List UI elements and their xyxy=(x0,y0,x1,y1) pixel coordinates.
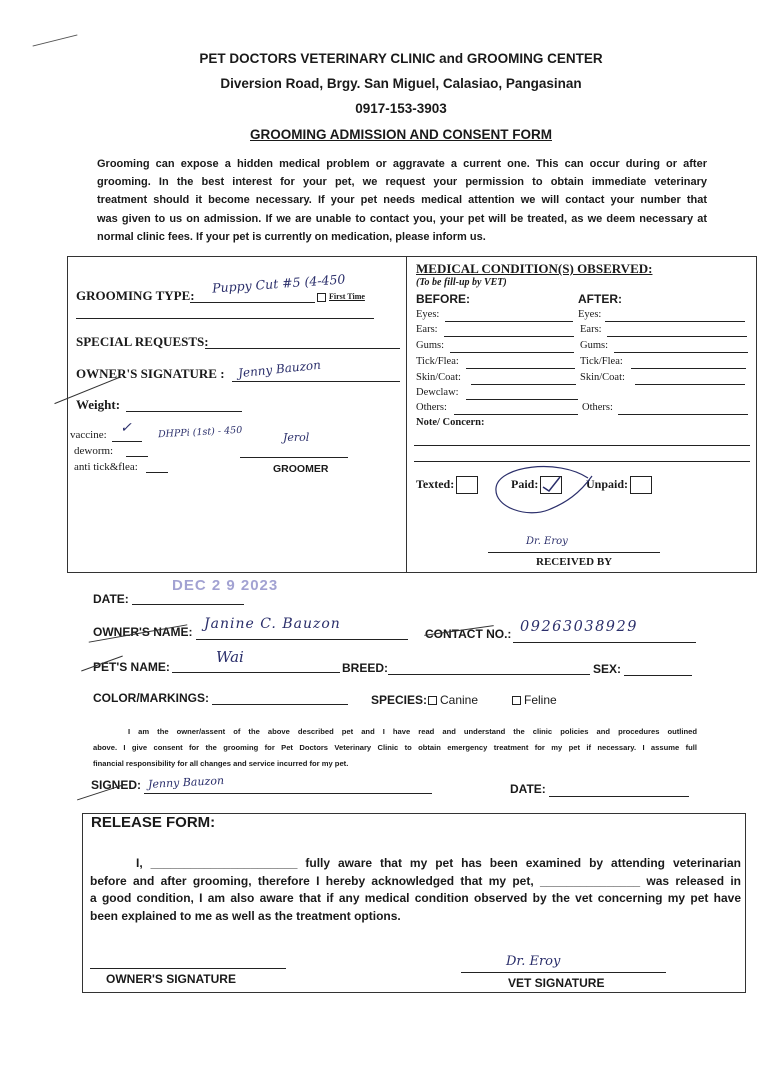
before-eyes-line xyxy=(445,321,573,322)
vaccine-check[interactable]: ✓ xyxy=(120,420,132,436)
clinic-name: PET DOCTORS VETERINARY CLINIC and GROOMING CENTER xyxy=(199,51,603,66)
before-gums-label: Gums: xyxy=(416,340,445,351)
release-title: RELEASE FORM: xyxy=(91,814,216,831)
note-label: Note/ Concern: xyxy=(416,417,485,428)
groomer-label: GROOMER xyxy=(273,463,329,475)
signed-value[interactable]: Jenny Bauzon xyxy=(147,774,225,791)
after-others-line xyxy=(618,414,748,415)
pet-name-value[interactable]: Wai xyxy=(216,648,244,666)
release-line: I, ______________________ fully aware that my pet has been examined by attending veterinarian xyxy=(136,856,741,870)
release-vet-signature-label: VET SIGNATURE xyxy=(508,976,605,990)
breed-line xyxy=(388,674,590,675)
weight-label: Weight: xyxy=(76,397,121,412)
signed-line xyxy=(144,793,432,794)
texted-label: Texted: xyxy=(416,476,455,491)
before-dewclaw-line xyxy=(466,399,578,400)
contact-line xyxy=(513,642,696,643)
after-eyes-line xyxy=(605,321,745,322)
feline-label: Feline xyxy=(524,693,557,707)
vaccine-value[interactable]: DHPPi (1st) - 450 xyxy=(157,424,243,441)
color-label: COLOR/MARKINGS: xyxy=(93,691,209,705)
before-tick-line xyxy=(466,368,575,369)
grooming-type-line xyxy=(190,302,315,303)
breed-label: BREED: xyxy=(342,661,389,675)
before-gums-line xyxy=(450,352,574,353)
antitick-line xyxy=(146,472,168,473)
vaccine-line xyxy=(112,441,142,442)
after-gums-label: Gums: xyxy=(580,340,609,351)
date-stamp: DEC 2 9 2023 xyxy=(172,577,279,594)
antitick-label: anti tick&flea: xyxy=(74,461,138,473)
intro-line: treatment should it become necessary. If your pet needs medical attention we will contact your number that xyxy=(97,194,707,207)
clinic-address: Diversion Road, Brgy. San Miguel, Calasiao, Pangasinan xyxy=(220,76,582,91)
consent-line: financial responsibility for all changes and service incurred for my pet. xyxy=(93,759,349,768)
paid-circle-mark xyxy=(488,458,598,528)
release-line: been explained to me as well as the treatment options. xyxy=(90,908,401,923)
consent-paragraph xyxy=(93,724,697,772)
first-time-label: First Time xyxy=(329,292,365,301)
canine-label: Canine xyxy=(440,693,479,707)
texted-checkbox[interactable] xyxy=(456,476,478,494)
received-by-signature[interactable]: Dr. Eroy xyxy=(526,536,568,547)
after-gums-line xyxy=(614,352,748,353)
canine-checkbox[interactable] xyxy=(428,696,437,705)
medical-subtitle: (To be fill-up by VET) xyxy=(416,277,507,288)
after-ears-label: Ears: xyxy=(580,324,602,335)
deworm-label: deworm: xyxy=(74,445,114,457)
pet-name-label: PET'S NAME: xyxy=(93,660,170,674)
owner-signature-label: OWNER'S SIGNATURE : xyxy=(76,366,225,381)
before-ears-line xyxy=(444,336,574,337)
after-tick-line xyxy=(631,368,746,369)
unpaid-label: Unpaid: xyxy=(586,476,629,491)
release-line: a good condition, I am also aware that if any medical condition observed by the vet concerning my pet have xyxy=(90,891,741,905)
before-others-label: Others: xyxy=(416,402,447,413)
unpaid-checkbox[interactable] xyxy=(630,476,652,494)
clinic-phone: 0917-153-3903 xyxy=(355,101,447,116)
release-paragraph xyxy=(90,855,741,925)
date-line xyxy=(132,604,244,605)
groomer-name[interactable]: Jerol xyxy=(283,431,310,444)
groomer-line xyxy=(240,457,348,458)
grooming-type-line-2 xyxy=(76,318,374,319)
vaccine-label: vaccine: xyxy=(70,429,107,441)
after-ears-line xyxy=(607,336,747,337)
medical-title: MEDICAL CONDITION(S) OBSERVED: xyxy=(416,261,653,276)
before-skin-label: Skin/Coat: xyxy=(416,372,461,383)
first-time-option[interactable] xyxy=(317,292,365,302)
special-requests-label: SPECIAL REQUESTS: xyxy=(76,334,209,349)
before-dewclaw-label: Dewclaw: xyxy=(416,387,459,398)
sex-line xyxy=(624,675,692,676)
intro-line: Grooming can expose a hidden medical problem or aggravate a current one. This can occur during or after xyxy=(97,158,707,170)
deworm-line xyxy=(126,456,148,457)
intro-line: was given to us on admission. If we are unable to contact you, your pet will be treated, as we deem necessary at xyxy=(97,212,707,225)
release-owner-signature-line xyxy=(90,968,286,969)
after-tick-label: Tick/Flea: xyxy=(580,356,623,367)
contact-value[interactable]: 09263038929 xyxy=(520,619,638,635)
grooming-type-label: GROOMING TYPE: xyxy=(76,288,195,303)
sex-label: SEX: xyxy=(593,662,622,676)
vet-signature-value[interactable]: Dr. Eroy xyxy=(506,954,561,969)
intro-paragraph xyxy=(97,155,707,246)
owner-name-value[interactable]: Janine C. Bauzon xyxy=(204,616,341,632)
texted-option[interactable] xyxy=(416,476,478,494)
note-line-1 xyxy=(414,445,750,446)
after-label: AFTER: xyxy=(578,292,622,306)
after-skin-label: Skin/Coat: xyxy=(580,372,625,383)
canine-option[interactable] xyxy=(428,693,478,707)
feline-option[interactable] xyxy=(512,693,557,707)
owner-name-label: OWNER'S NAME: xyxy=(93,625,193,639)
grooming-type-value[interactable]: Puppy Cut #5 (4-450 xyxy=(211,271,346,296)
scan-mark xyxy=(33,34,78,46)
before-others-line xyxy=(454,414,578,415)
pet-name-line xyxy=(172,672,340,673)
consent-line: I am the owner/assent of the above described pet and I have read and understand the clinic policies and procedures outlined xyxy=(128,727,697,736)
owner-name-line xyxy=(196,639,408,640)
before-eyes-label: Eyes: xyxy=(416,309,440,320)
release-owner-signature-label: OWNER'S SIGNATURE xyxy=(106,972,236,986)
intro-line: normal clinic fees. If your pet is currently on medication, please inform us. xyxy=(97,230,486,243)
release-vet-signature-line xyxy=(461,972,666,973)
species-label: SPECIES: xyxy=(371,693,428,707)
after-others-label: Others: xyxy=(582,402,613,413)
special-requests-line xyxy=(205,348,400,349)
received-by-line xyxy=(488,552,660,553)
before-ears-label: Ears: xyxy=(416,324,438,335)
consent-line: above. I give consent for the grooming for Pet Doctors Veterinary Clinic to obtain emergency treatment for my pet if necessary. I assume full xyxy=(93,743,697,752)
owner-signature-value[interactable]: Jenny Bauzon xyxy=(237,357,322,381)
consent-date-line xyxy=(549,796,689,797)
after-skin-line xyxy=(635,384,745,385)
consent-date-label: DATE: xyxy=(510,782,546,796)
owner-signature-line xyxy=(232,381,400,382)
first-time-checkbox[interactable] xyxy=(317,293,326,302)
contact-label: CONTACT NO.: xyxy=(425,627,512,641)
feline-checkbox[interactable] xyxy=(512,696,521,705)
form-title: GROOMING ADMISSION AND CONSENT FORM xyxy=(250,127,552,142)
paid-label: Paid: xyxy=(511,476,539,491)
weight-line xyxy=(126,411,242,412)
after-eyes-label: Eyes: xyxy=(578,309,602,320)
before-label: BEFORE: xyxy=(416,292,470,306)
received-by-label: RECEIVED BY xyxy=(536,556,613,568)
intro-line: grooming. In the best interest for your pet, we request your permission to obtain immediate veterinary xyxy=(97,176,707,189)
signed-label: SIGNED: xyxy=(91,778,142,792)
before-skin-line xyxy=(471,384,576,385)
column-divider xyxy=(406,257,407,572)
color-line xyxy=(212,704,348,705)
before-tick-label: Tick/Flea: xyxy=(416,356,459,367)
release-line: before and after grooming, therefore I hereby acknowledged that my pet, _______________ was released in xyxy=(90,873,741,888)
date-label: DATE: xyxy=(93,592,129,606)
